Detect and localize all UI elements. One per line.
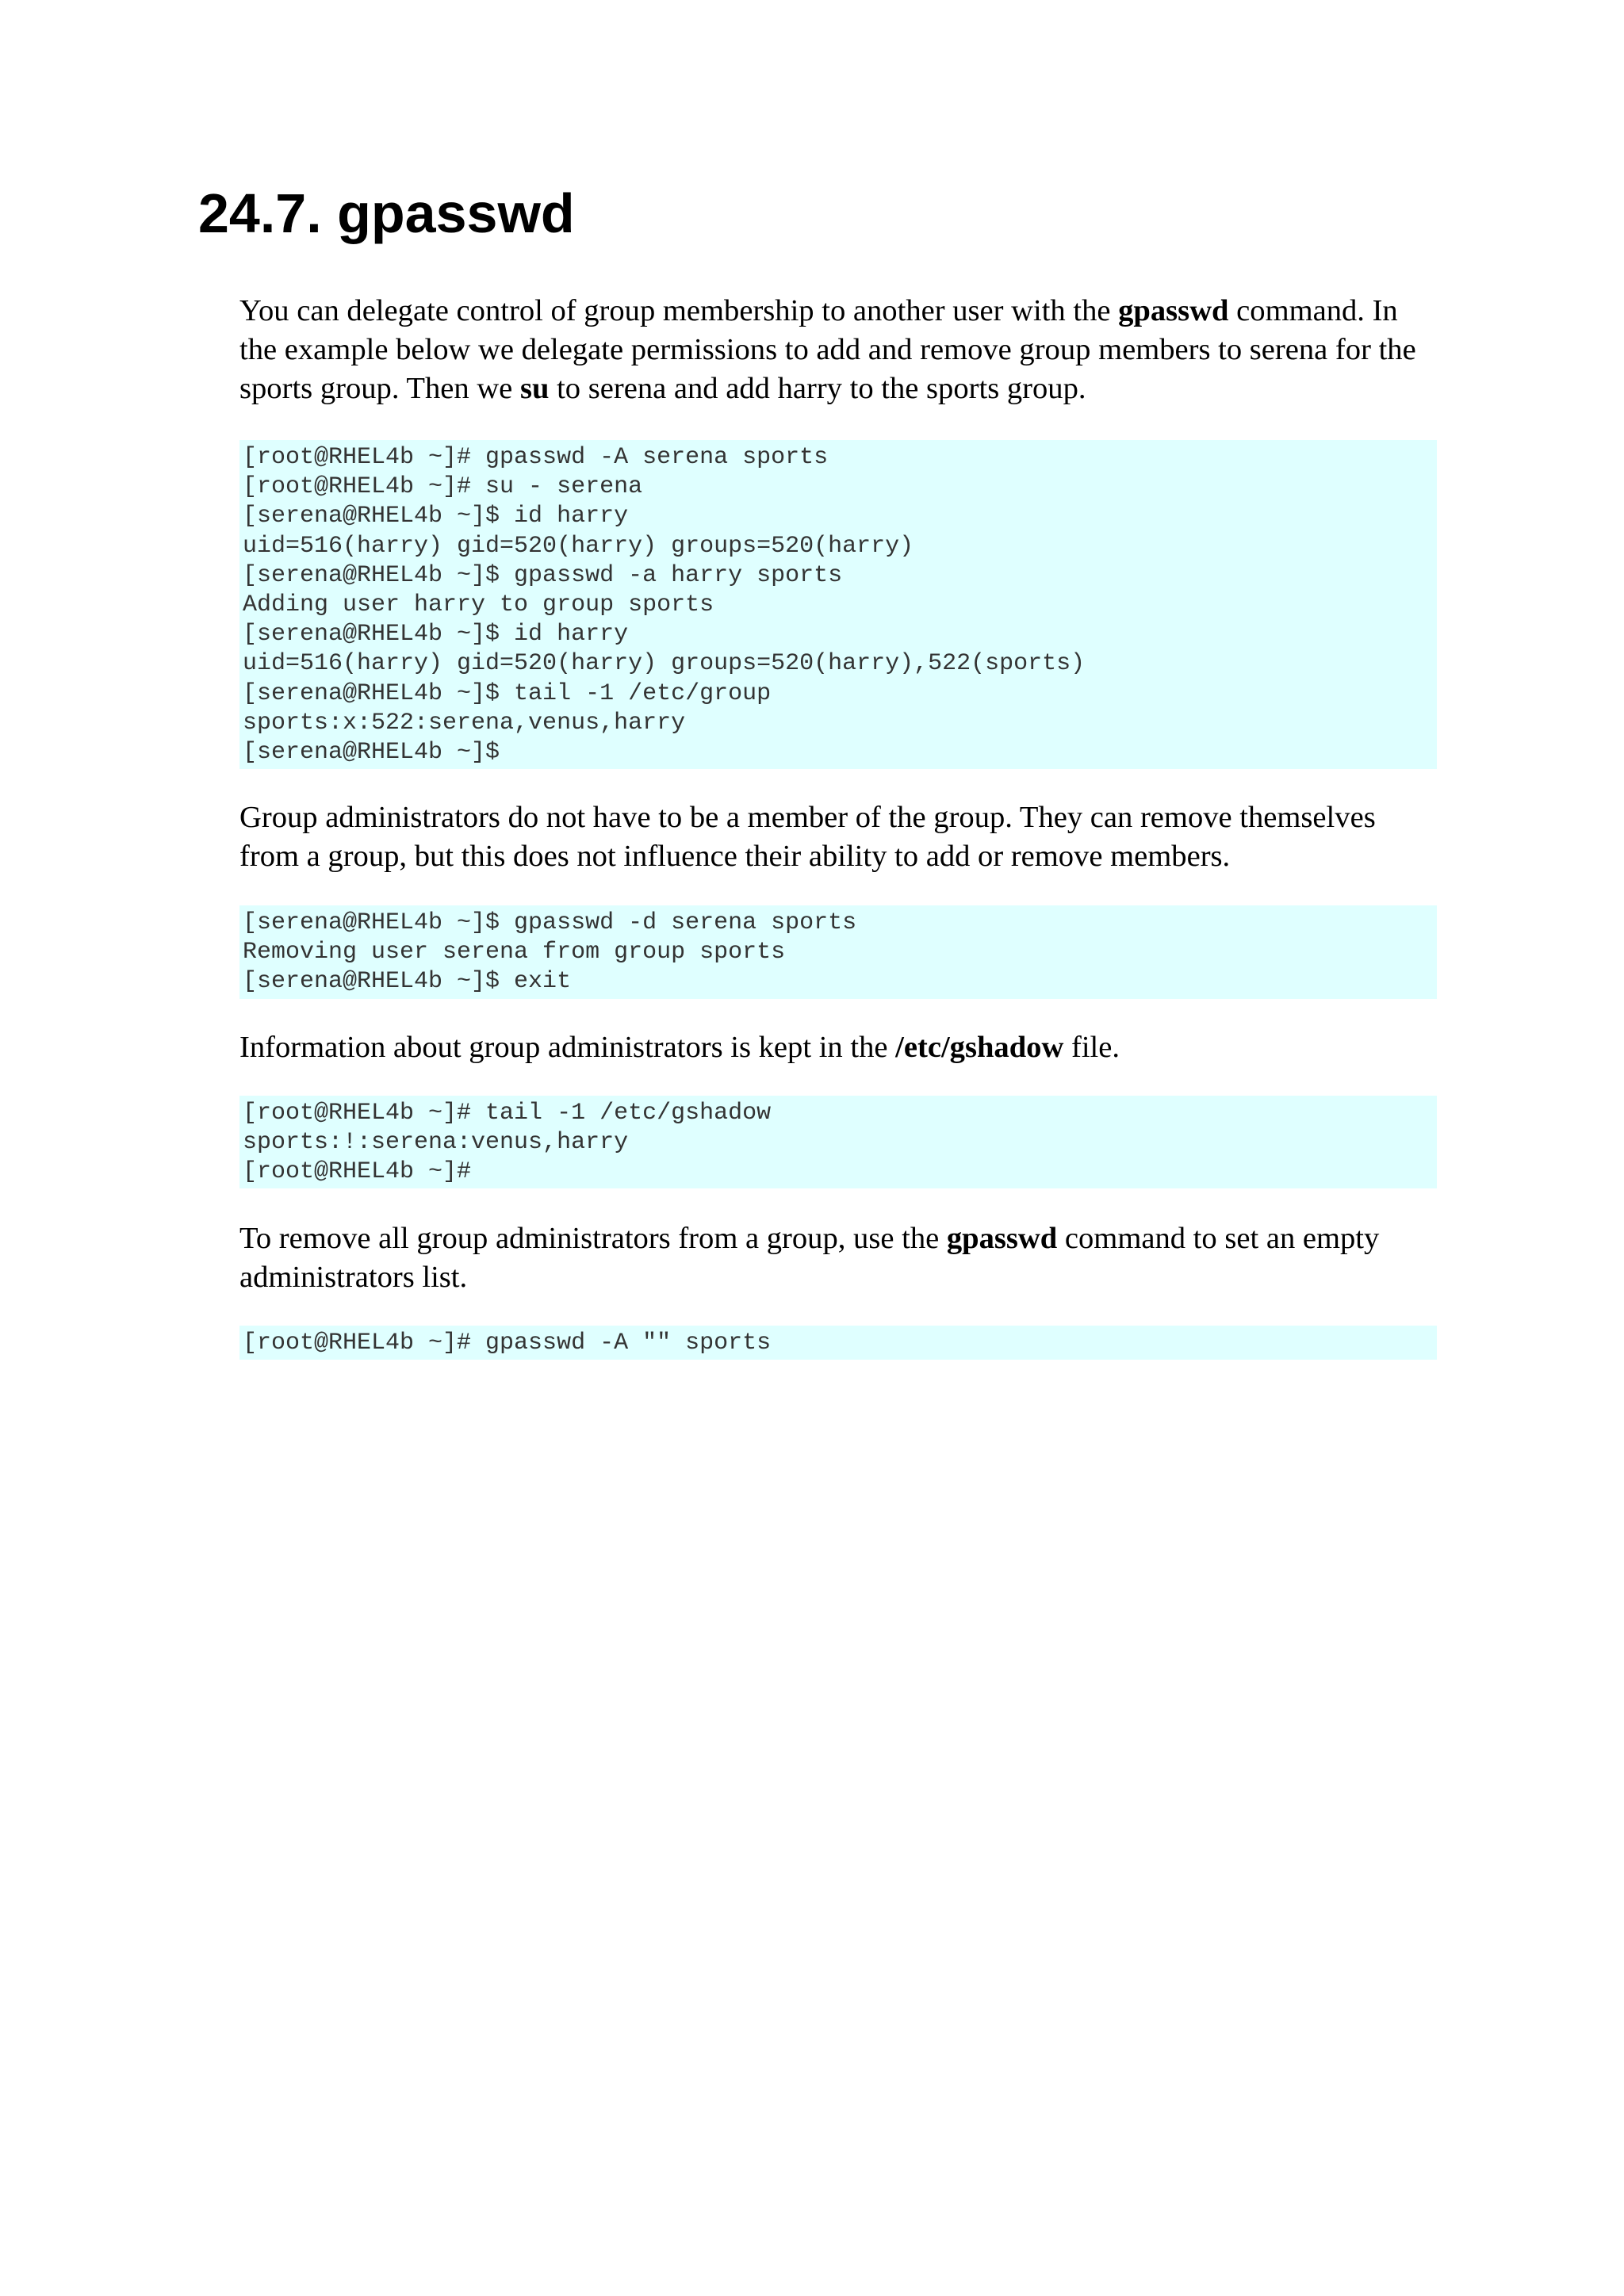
text-run: You can delegate control of group membership to another user with the	[239, 294, 1119, 327]
code-line: [root@RHEL4b ~]# su - serena	[243, 473, 643, 501]
terminal-listing-clear-admins	[239, 1326, 1437, 1360]
code-line: [root@RHEL4b ~]# gpasswd -A "" sports	[243, 1330, 772, 1357]
admins-paragraph	[239, 798, 1437, 876]
text-run: command. In the example below we delegate permissions to add and remove group members to serena for the sports group. Then we	[239, 294, 1416, 405]
code-line: [serena@RHEL4b ~]$ id harry	[243, 503, 629, 530]
code-line: sports:x:522:serena,venus,harry	[243, 709, 686, 737]
text-run: To remove all group administrators from a group, use the	[239, 1222, 947, 1256]
remove-admins-paragraph	[239, 1219, 1437, 1297]
text-run: command to set an empty administrators list.	[239, 1222, 1380, 1295]
code-line: Adding user harry to group sports	[243, 591, 714, 618]
code-line: [root@RHEL4b ~]#	[243, 1158, 472, 1185]
code-line: sports:!:serena:venus,harry	[243, 1128, 629, 1156]
text-run: to serena and add harry to the sports group.	[549, 372, 1086, 405]
code-line: Removing user serena from group sports	[243, 939, 786, 966]
file-path: /etc/gshadow	[895, 1030, 1064, 1064]
terminal-listing-gshadow	[239, 1096, 1437, 1189]
command-name: gpasswd	[946, 1222, 1058, 1256]
gshadow-paragraph	[239, 1028, 1437, 1067]
text-run: Group administrators do not have to be a member of the group. They can remove themselves from a group, but this does not influence their ability to add or remove members.	[239, 801, 1376, 874]
code-line: [serena@RHEL4b ~]$ tail -1 /etc/group	[243, 679, 772, 707]
code-line: [serena@RHEL4b ~]$ exit	[243, 968, 572, 996]
intro-paragraph	[239, 292, 1437, 408]
command-name: gpasswd	[1118, 294, 1229, 327]
code-line: [serena@RHEL4b ~]$ id harry	[243, 621, 629, 649]
code-line: uid=516(harry) gid=520(harry) groups=520(harry),522(sports)	[243, 650, 1086, 678]
code-line: [serena@RHEL4b ~]$ gpasswd -a harry sports	[243, 561, 843, 589]
text-run: Information about group administrators is kept in the	[239, 1030, 896, 1064]
terminal-listing-remove-self	[239, 905, 1437, 999]
code-line: [serena@RHEL4b ~]$	[243, 738, 500, 766]
code-line: uid=516(harry) gid=520(harry) groups=520(harry)	[243, 532, 914, 560]
code-line: [serena@RHEL4b ~]$ gpasswd -d serena sports	[243, 909, 857, 937]
code-line: [root@RHEL4b ~]# tail -1 /etc/gshadow	[243, 1099, 772, 1127]
command-name: su	[519, 372, 550, 405]
code-line: [root@RHEL4b ~]# gpasswd -A serena sports	[243, 444, 829, 471]
section-body	[239, 292, 1437, 1360]
section-heading: 24.7. gpasswd	[198, 182, 575, 244]
terminal-listing-delegate	[239, 440, 1437, 769]
text-run: file.	[1063, 1030, 1120, 1064]
